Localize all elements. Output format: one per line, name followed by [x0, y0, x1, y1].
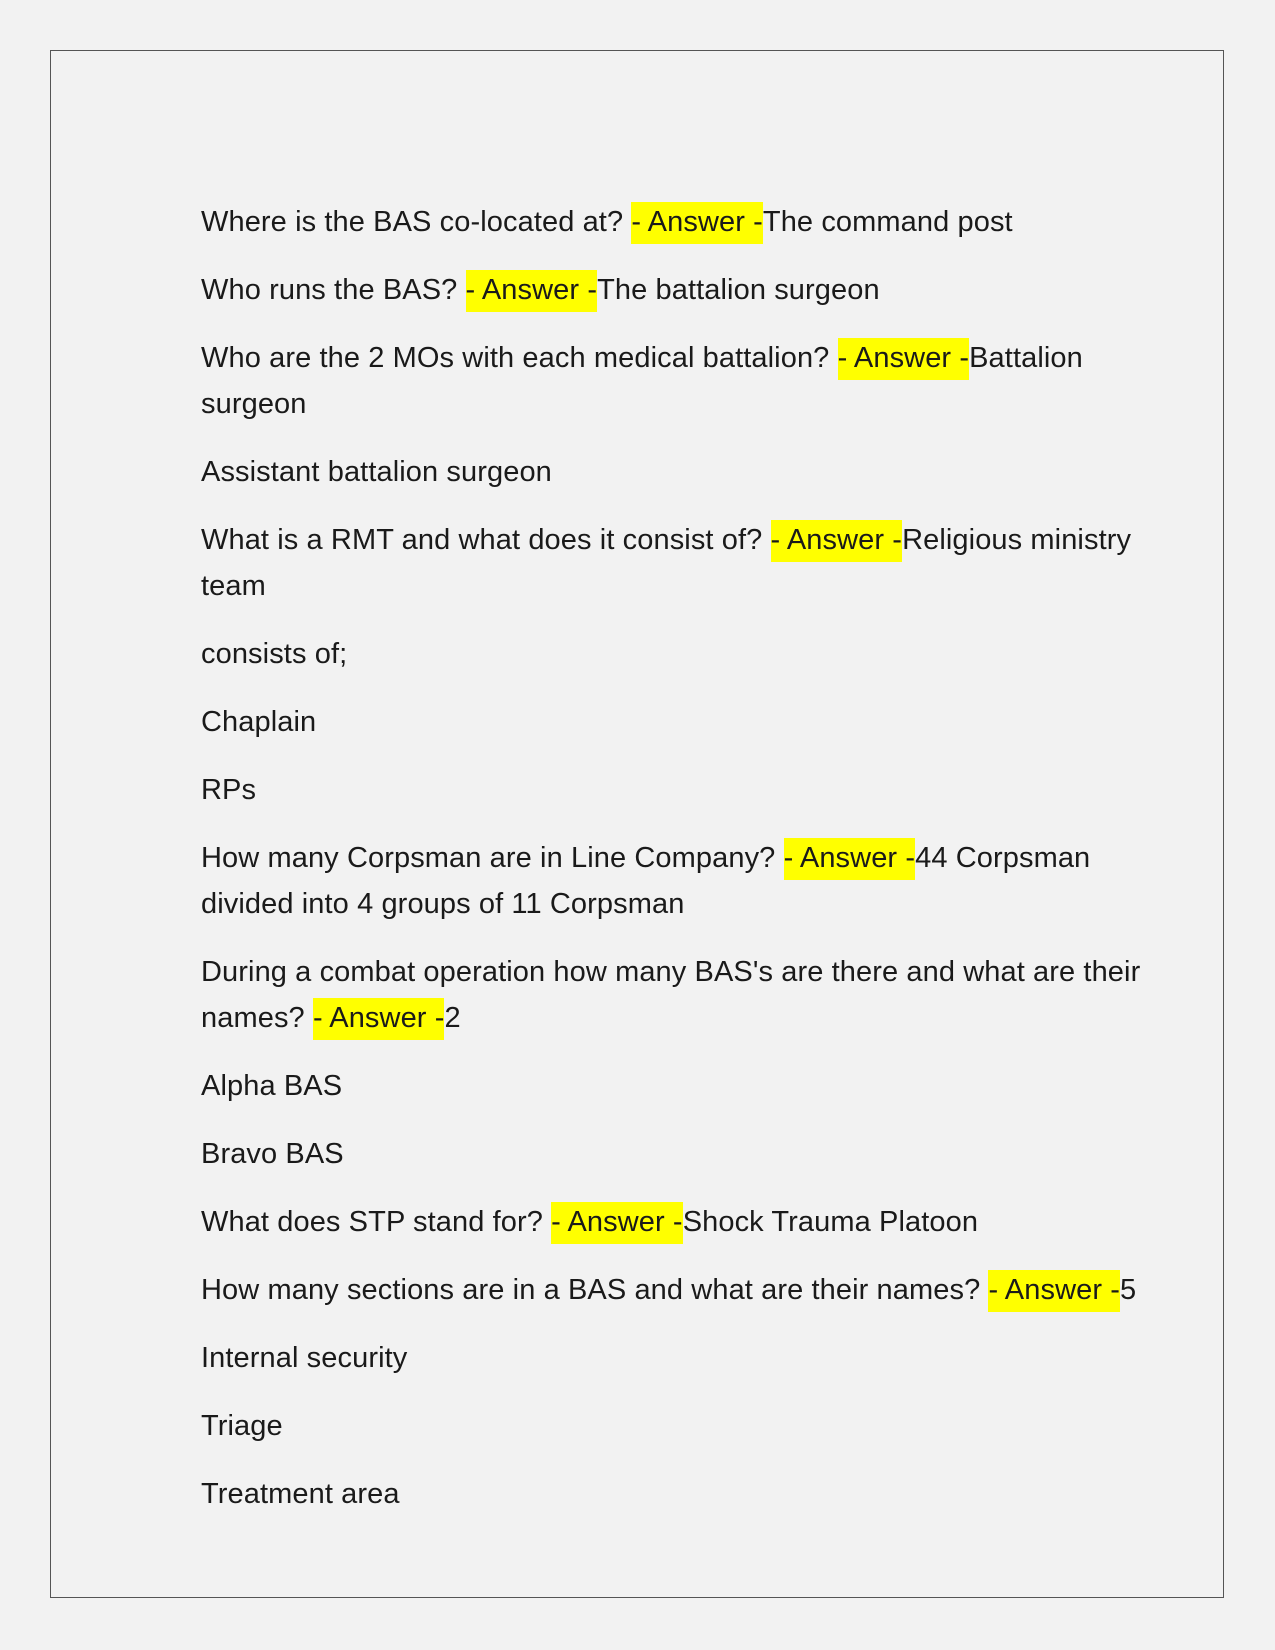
question-text: Who runs the BAS?	[201, 274, 466, 306]
qa-paragraph	[201, 335, 1181, 427]
answer-text: The battalion surgeon	[597, 274, 880, 306]
answer-marker: - Answer -	[631, 202, 763, 244]
question-text: During a combat operation how many BAS's are there and what are their names?	[201, 956, 1141, 1034]
text-paragraph: RPs	[201, 774, 257, 806]
question-text: Where is the BAS co-located at?	[201, 206, 632, 238]
answer-text: Religious ministry team	[201, 524, 1132, 602]
qa-paragraph	[201, 949, 1181, 1041]
answer-text: 44 Corpsman divided into 4 groups of 11 Corpsman	[201, 842, 1091, 920]
question-text: What does STP stand for?	[201, 1206, 552, 1238]
text-paragraph: Triage	[201, 1410, 283, 1442]
text-paragraph: consists of;	[201, 638, 348, 670]
answer-text: 2	[444, 1002, 461, 1034]
question-text: How many Corpsman are in Line Company?	[201, 842, 784, 874]
document-page	[50, 50, 1224, 1598]
document-body	[201, 199, 1181, 1539]
qa-paragraph	[201, 199, 1181, 245]
qa-paragraph	[201, 267, 1181, 313]
answer-text: 5	[1120, 1274, 1137, 1306]
answer-marker: - Answer -	[771, 520, 903, 562]
qa-paragraph	[201, 517, 1181, 609]
question-text: What is a RMT and what does it consist of?	[201, 524, 771, 556]
answer-marker: - Answer -	[838, 338, 970, 380]
answer-marker: - Answer -	[551, 1202, 683, 1244]
answer-marker: - Answer -	[988, 1270, 1120, 1312]
answer-text: Battalion surgeon	[201, 342, 1083, 420]
answer-marker: - Answer -	[313, 998, 445, 1040]
question-text: How many sections are in a BAS and what are their names?	[201, 1274, 989, 1306]
qa-paragraph	[201, 835, 1181, 927]
answer-marker: - Answer -	[784, 838, 916, 880]
answer-marker: - Answer -	[466, 270, 598, 312]
text-paragraph: Assistant battalion surgeon	[201, 456, 552, 488]
text-paragraph: Alpha BAS	[201, 1070, 343, 1102]
qa-paragraph	[201, 1199, 1181, 1245]
text-paragraph: Chaplain	[201, 706, 317, 738]
text-paragraph: Bravo BAS	[201, 1138, 344, 1170]
text-paragraph: Internal security	[201, 1342, 408, 1374]
answer-text: Shock Trauma Platoon	[682, 1206, 979, 1238]
question-text: Who are the 2 MOs with each medical battalion?	[201, 342, 838, 374]
qa-paragraph	[201, 1267, 1181, 1313]
answer-text: The command post	[762, 206, 1013, 238]
text-paragraph: Treatment area	[201, 1478, 400, 1510]
